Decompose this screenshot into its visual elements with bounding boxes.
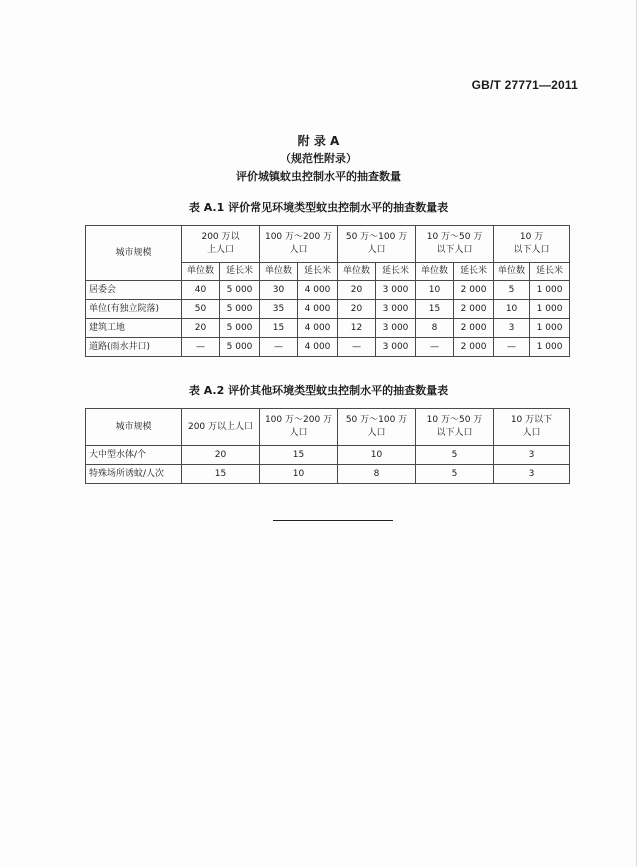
column-header-line1: 50 万～100 万 — [345, 415, 408, 425]
column-header-line1: 10 万以下 — [510, 415, 553, 425]
table-a2 — [85, 408, 570, 484]
cell: 3 000 — [376, 319, 416, 338]
column-header — [416, 409, 494, 446]
table-a1-caption: 表 A.1 评价常见环境类型蚊虫控制水平的抽查数量表 — [188, 201, 449, 214]
cell: — — [338, 338, 376, 357]
cell: 10 — [416, 281, 454, 300]
cell: 20 — [338, 300, 376, 319]
cell: 10 — [260, 465, 338, 484]
cell: 3 — [494, 319, 530, 338]
table-a1 — [85, 225, 570, 357]
sub-header-meters: 延长米 — [454, 263, 494, 281]
appendix-title: 附 录 A — [297, 134, 340, 148]
sub-header-units: 单位数 — [416, 263, 454, 281]
cell: 15 — [416, 300, 454, 319]
cell: 20 — [182, 446, 260, 465]
cell: 2 000 — [454, 338, 494, 357]
cell: 3 — [494, 446, 570, 465]
row-label: 单位(有独立院落) — [86, 300, 182, 319]
appendix-type: （规范性附录） — [280, 152, 357, 165]
cell: — — [416, 338, 454, 357]
group-header-line2: 以下人口 — [513, 245, 550, 255]
cell: 15 — [260, 446, 338, 465]
cell: 5 000 — [220, 281, 260, 300]
sub-header-meters: 延长米 — [530, 263, 570, 281]
group-header — [494, 226, 570, 263]
cell: 2 000 — [454, 319, 494, 338]
cell: 1 000 — [530, 281, 570, 300]
group-header-line2: 上人口 — [207, 245, 235, 255]
group-header-line2: 人口 — [367, 245, 386, 255]
table-row — [86, 281, 570, 300]
column-header — [494, 409, 570, 446]
cell: 1 000 — [530, 338, 570, 357]
cell: 12 — [338, 319, 376, 338]
group-header — [182, 226, 260, 263]
cell: — — [260, 338, 298, 357]
group-header-line1: 100 万～200 万 — [264, 232, 333, 242]
standard-code: GB/T 27771—2011 — [471, 78, 578, 92]
column-header-line2: 人口 — [367, 428, 386, 438]
column-header — [338, 409, 416, 446]
cell: 5 — [494, 281, 530, 300]
row-label: 居委会 — [86, 281, 182, 300]
row-label: 道路(雨水井口) — [86, 338, 182, 357]
cell: 30 — [260, 281, 298, 300]
cell: 10 — [338, 446, 416, 465]
row-label: 建筑工地 — [86, 319, 182, 338]
table-a2-caption: 表 A.2 评价其他环境类型蚊虫控制水平的抽查数量表 — [188, 384, 449, 397]
sub-header-meters: 延长米 — [220, 263, 260, 281]
column-header — [260, 409, 338, 446]
group-header-line1: 200 万以 — [201, 232, 240, 242]
column-header-line2: 人口 — [289, 428, 308, 438]
cell: 1 000 — [530, 319, 570, 338]
city-scale-header: 城市规模 — [86, 226, 182, 281]
cell: 8 — [416, 319, 454, 338]
cell: 50 — [182, 300, 220, 319]
group-header — [338, 226, 416, 263]
cell: 5 000 — [220, 338, 260, 357]
sub-header-meters: 延长米 — [376, 263, 416, 281]
cell: 4 000 — [298, 281, 338, 300]
column-header-line1: 200 万以上人口 — [187, 421, 254, 432]
cell: 10 — [494, 300, 530, 319]
cell: 4 000 — [298, 338, 338, 357]
column-header-line2: 人口 — [522, 428, 541, 438]
cell: 20 — [182, 319, 220, 338]
cell: 15 — [182, 465, 260, 484]
sub-header-meters: 延长米 — [298, 263, 338, 281]
group-header-line2: 以下人口 — [436, 245, 473, 255]
column-header-line1: 100 万～200 万 — [264, 415, 333, 425]
cell: 2 000 — [454, 300, 494, 319]
cell: 5 000 — [220, 319, 260, 338]
cell: 5 — [416, 465, 494, 484]
sub-header-units: 单位数 — [182, 263, 220, 281]
column-header — [182, 409, 260, 446]
cell: 2 000 — [454, 281, 494, 300]
group-header-line1: 50 万～100 万 — [345, 232, 408, 242]
cell: 8 — [338, 465, 416, 484]
end-of-document-rule — [273, 520, 393, 521]
group-header — [260, 226, 338, 263]
sub-header-units: 单位数 — [260, 263, 298, 281]
cell: 1 000 — [530, 300, 570, 319]
cell: 5 — [416, 446, 494, 465]
table-row — [86, 300, 570, 319]
cell: — — [182, 338, 220, 357]
cell: 3 — [494, 465, 570, 484]
cell: 4 000 — [298, 319, 338, 338]
column-header-line1: 10 万～50 万 — [426, 415, 483, 425]
group-header — [416, 226, 494, 263]
cell: 4 000 — [298, 300, 338, 319]
cell: 35 — [260, 300, 298, 319]
column-header-line2: 以下人口 — [436, 428, 473, 438]
table-row — [86, 338, 570, 357]
table-row — [86, 465, 570, 484]
cell: — — [494, 338, 530, 357]
table-row — [86, 319, 570, 338]
appendix-name: 评价城镇蚊虫控制水平的抽查数量 — [236, 170, 401, 183]
row-label: 特殊场所诱蚊/人次 — [86, 465, 182, 484]
cell: 40 — [182, 281, 220, 300]
cell: 3 000 — [376, 300, 416, 319]
sub-header-units: 单位数 — [494, 263, 530, 281]
group-header-line2: 人口 — [289, 245, 308, 255]
cell: 20 — [338, 281, 376, 300]
row-label: 大中型水体/个 — [86, 446, 182, 465]
cell: 3 000 — [376, 338, 416, 357]
cell: 5 000 — [220, 300, 260, 319]
table-row — [86, 446, 570, 465]
city-scale-header: 城市规模 — [86, 409, 182, 446]
sub-header-units: 单位数 — [338, 263, 376, 281]
group-header-line1: 10 万 — [519, 232, 544, 242]
cell: 3 000 — [376, 281, 416, 300]
group-header-line1: 10 万～50 万 — [426, 232, 483, 242]
cell: 15 — [260, 319, 298, 338]
